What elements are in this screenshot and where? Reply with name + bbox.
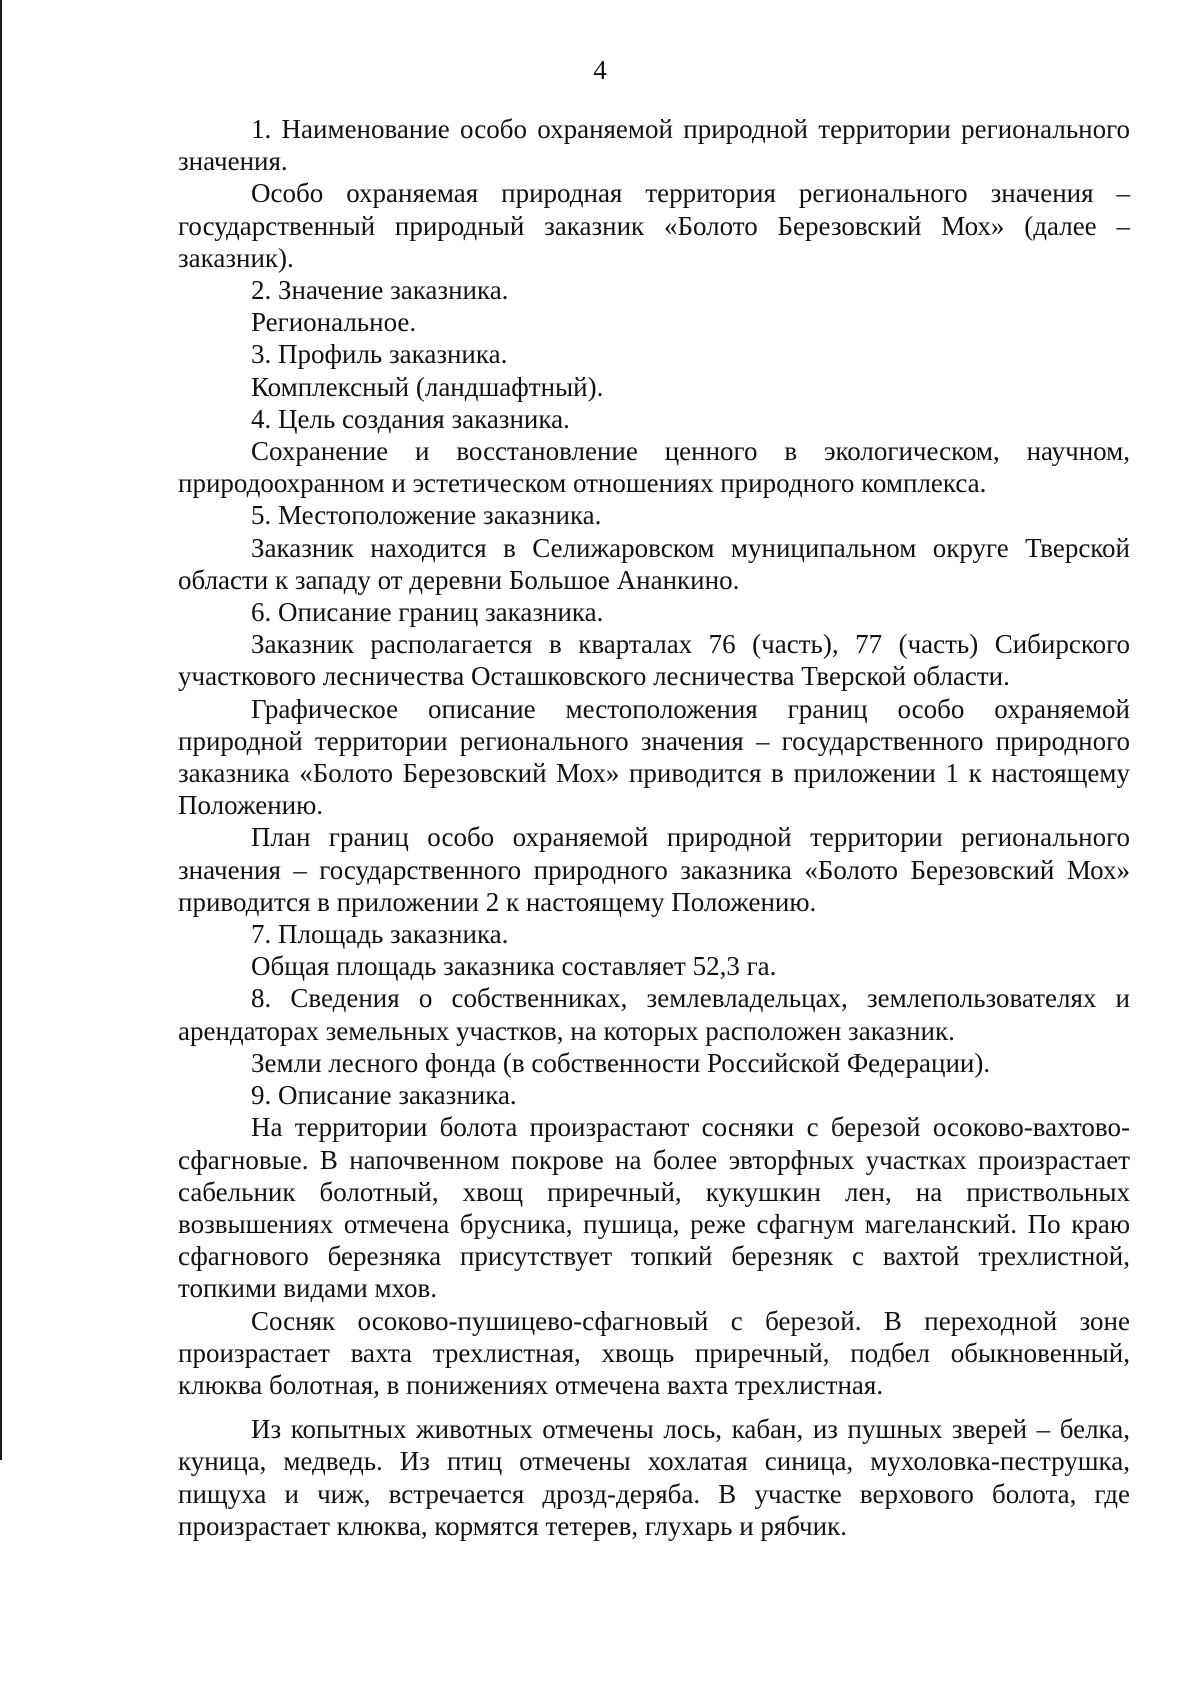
scan-edge [0,0,2,1460]
paragraph-9-fauna: Из копытных животных отмечены лось, кабан, из пушных зверей – белка, куница, медведь. Из птиц отмечены хохлатая синица, мухоловка-пеструшка, пищуха и чиж, встречается дрозд-деряба. В участке верхового болота, где произрастает клюква, кормятся тетерев, глухарь и рябчик. [178,1414,1130,1541]
paragraph-3-heading: 3. Профиль заказника. [251,339,508,370]
paragraph-5-text: Заказник находится в Селижаровском муниципальном округе Тверской области к западу от деревни Большое Ананкино. [178,532,1130,595]
paragraph-6-text: Заказник располагается в кварталах 76 (часть), 77 (часть) Сибирского участкового лесничества Осташковского лесничества Тверской области. [178,629,1130,692]
document-body [178,113,1130,1542]
paragraph-2-heading: 2. Значение заказника. [251,275,509,306]
paragraph-9-heading: 9. Описание заказника. [251,1080,517,1111]
paragraph-8-text: Земли лесного фонда (в собственности Российской Федерации). [251,1047,991,1078]
paragraph-6-graphic-description: Графическое описание местоположения границ особо охраняемой природной территории регионального значения – государственного природного заказника «Болото Березовский Мох» приводится в приложении 1 к настоящему Положению. [178,693,1130,821]
paragraph-3-text: Комплексный (ландшафтный). [251,371,604,402]
paragraph-8-heading: 8. Сведения о собственниках, землевладельцах, землепользователях и арендаторах земельных участков, на которых расположен заказник. [178,983,1130,1046]
paragraph-4-text: Сохранение и восстановление ценного в экологическом, научном, природоохранном и эстетическом отношениях природного комплекса. [178,436,1130,499]
paragraph-4-heading: 4. Цель создания заказника. [251,403,570,434]
paragraph-1-text: Особо охраняемая природная территория регионального значения – государственный природный заказник «Болото Березовский Мох» (далее – заказник). [178,178,1130,273]
paragraph-9-flora: На территории болота произрастают сосняки с березой осоково-вахтово-сфагновые. В напочвенном покрове на более эвторфных участках произрастает сабельник болотный, хвощ приречный, кукушкин лен, на приствольных возвышениях отмечена брусника, пушица, реже сфагнум магеланский. По краю сфагнового березняка присутствует топкий березняк с вахтой трехлистной, топкими видами мхов. [178,1112,1130,1304]
paragraph-1-heading: 1. Наименование особо охраняемой природной территории регионального значения. [178,114,1130,177]
paragraph-7-text: Общая площадь заказника составляет 52,3 га. [251,951,777,982]
paragraph-2-text: Региональное. [251,307,417,338]
paragraph-6-boundary-plan: План границ особо охраняемой природной территории регионального значения – государственного природного заказника «Болото Березовский Мох» приводится в приложении 2 к настоящему Положению. [178,822,1130,917]
paragraph-9-pine-forest: Сосняк осоково-пушицево-сфагновый с березой. В переходной зоне произрастает вахта трехлистная, хвощь приречный, подбел обыкновенный, клюква болотная, в понижениях отмечена вахта трехлистная. [178,1305,1130,1400]
paragraph-6-heading: 6. Описание границ заказника. [251,597,604,628]
page-number: 4 [593,55,607,85]
paragraph-5-heading: 5. Местоположение заказника. [251,500,602,531]
paragraph-7-heading: 7. Площадь заказника. [251,919,509,950]
